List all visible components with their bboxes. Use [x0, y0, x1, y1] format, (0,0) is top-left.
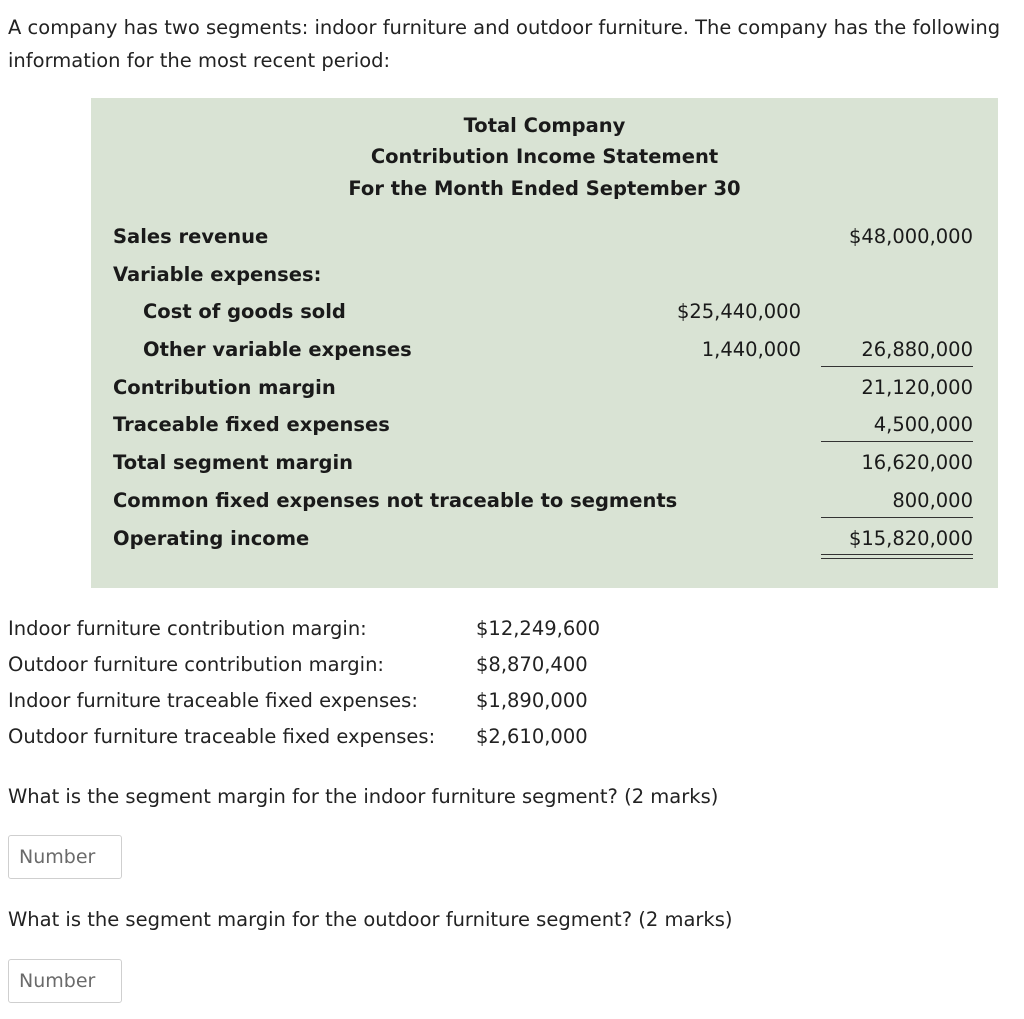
- given-label-outdoor-cm: Outdoor furniture contribution margin:: [8, 653, 384, 676]
- statement-subtitle: Contribution Income Statement: [370, 145, 719, 168]
- statement-title: Total Company: [463, 114, 626, 137]
- given-label-indoor-fixed: Indoor furniture traceable fixed expenses:: [8, 689, 418, 712]
- indoor-segment-margin-input[interactable]: [8, 835, 122, 879]
- row-label-other-variable-expenses: Other variable expenses: [143, 338, 412, 361]
- value-traceable-fixed-expenses: 4,500,000: [873, 413, 973, 436]
- row-label-total-segment-margin: Total segment margin: [113, 451, 354, 474]
- value-total-segment-margin: 16,620,000: [861, 451, 973, 474]
- value-operating-income: $15,820,000: [848, 527, 973, 550]
- question-indoor-segment-margin: What is the segment margin for the indoor furniture segment? (2 marks): [8, 785, 719, 808]
- value-total-variable-expenses: 26,880,000: [861, 338, 973, 361]
- given-label-indoor-cm: Indoor furniture contribution margin:: [8, 617, 367, 640]
- outdoor-segment-margin-input[interactable]: [8, 959, 122, 1003]
- question-outdoor-segment-margin: What is the segment margin for the outdoor furniture segment? (2 marks): [8, 908, 733, 931]
- underline-common-fixed: [821, 517, 973, 518]
- row-label-common-fixed-expenses: Common fixed expenses not traceable to segments: [113, 489, 678, 512]
- given-value-indoor-cm: $12,249,600: [476, 617, 601, 640]
- double-underline-bottom: [821, 558, 973, 559]
- row-label-cost-of-goods-sold: Cost of goods sold: [143, 300, 346, 323]
- value-contribution-margin: 21,120,000: [861, 376, 973, 399]
- given-value-outdoor-cm: $8,870,400: [476, 653, 588, 676]
- value-other-variable-expenses: 1,440,000: [701, 338, 801, 361]
- income-statement-panel: [91, 98, 998, 588]
- double-underline-top: [821, 554, 973, 555]
- given-value-indoor-fixed: $1,890,000: [476, 689, 588, 712]
- statement-period: For the Month Ended September 30: [348, 177, 741, 200]
- row-label-contribution-margin: Contribution margin: [113, 376, 336, 399]
- given-label-outdoor-fixed: Outdoor furniture traceable fixed expenses:: [8, 725, 436, 748]
- underline-traceable-fixed: [821, 441, 973, 442]
- row-label-traceable-fixed-expenses: Traceable fixed expenses: [113, 413, 390, 436]
- row-label-sales-revenue: Sales revenue: [113, 225, 269, 248]
- value-cost-of-goods-sold: $25,440,000: [676, 300, 801, 323]
- given-value-outdoor-fixed: $2,610,000: [476, 725, 588, 748]
- row-label-operating-income: Operating income: [113, 527, 310, 550]
- value-common-fixed-expenses: 800,000: [892, 489, 973, 512]
- row-label-variable-expenses: Variable expenses:: [113, 263, 322, 286]
- underline-variable-total: [821, 366, 973, 367]
- value-sales-revenue: $48,000,000: [848, 225, 973, 248]
- problem-intro: A company has two segments: indoor furniture and outdoor furniture. The company has the following information for the most recent period:: [8, 16, 1001, 72]
